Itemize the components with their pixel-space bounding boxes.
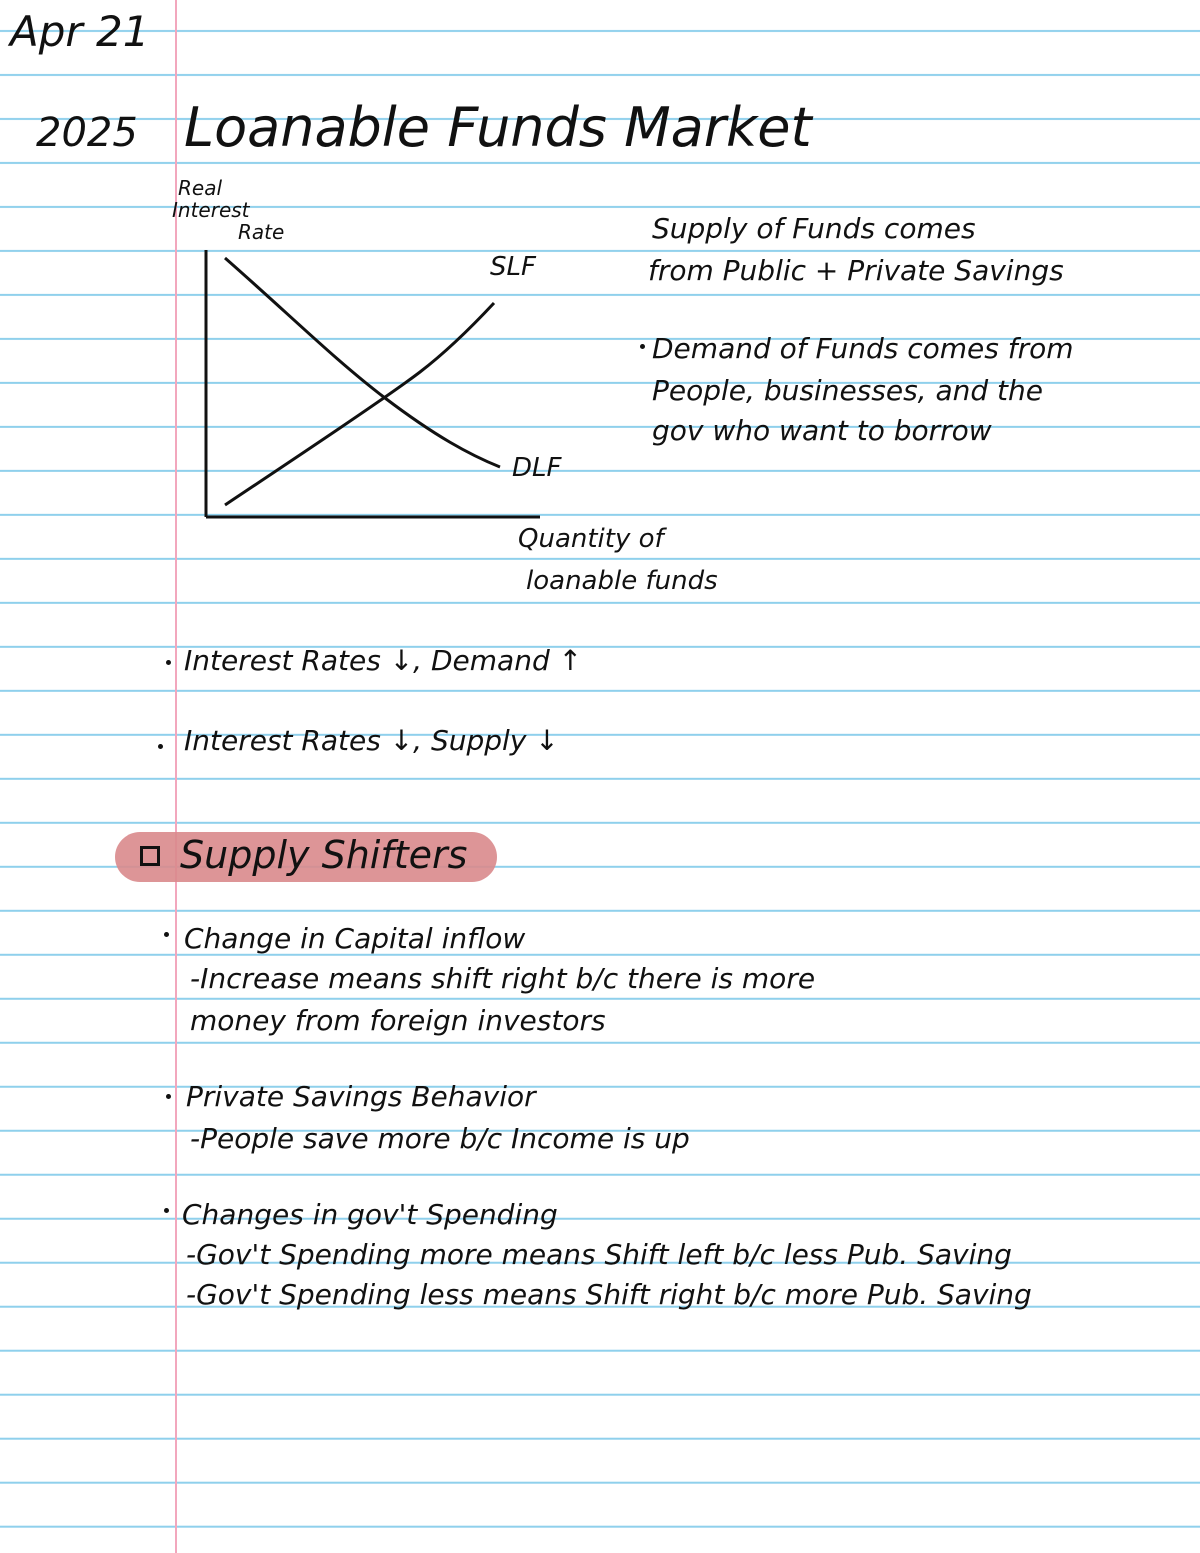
bullet-dot	[158, 744, 163, 749]
y-axis-label-real: Real	[178, 176, 223, 200]
demand-curve-label: DLF	[512, 453, 562, 483]
date-month-day: Apr 21	[10, 7, 150, 56]
demand-note-line1: Demand of Funds comes from	[652, 332, 1074, 365]
bullet-dot	[164, 1208, 169, 1213]
shifter-title-capital-inflow: Change in Capital inflow	[184, 922, 526, 955]
section-heading: Supply Shifters	[180, 833, 468, 877]
shifter-detail: -Gov't Spending more means Shift left b/c less Pub. Saving	[186, 1238, 1012, 1271]
demand-curve	[225, 258, 500, 467]
shifter-detail: money from foreign investors	[190, 1004, 606, 1037]
bullet-dot	[166, 660, 171, 665]
rate-bullet-supply: Interest Rates ↓, Supply ↓	[184, 724, 559, 757]
rate-bullet-demand: Interest Rates ↓, Demand ↑	[184, 644, 583, 677]
supply-curve-label: SLF	[490, 252, 536, 282]
demand-note-line2: People, businesses, and the	[652, 374, 1044, 407]
date-year: 2025	[36, 110, 138, 156]
shifter-title-private-savings: Private Savings Behavior	[186, 1080, 536, 1113]
shifter-title-govt-spending: Changes in gov't Spending	[182, 1198, 558, 1231]
supply-note-line1: Supply of Funds comes	[652, 212, 976, 245]
supply-curve	[225, 303, 494, 505]
shifter-detail: -Increase means shift right b/c there is more	[190, 962, 816, 995]
y-axis-label-interest: Interest	[172, 198, 250, 222]
checkbox-icon[interactable]	[140, 846, 160, 866]
bullet-dot	[166, 1094, 171, 1099]
page-title: Loanable Funds Market	[184, 96, 812, 159]
supply-note-line2: from Public + Private Savings	[648, 254, 1064, 287]
y-axis-label-rate: Rate	[238, 220, 285, 244]
bullet-dot	[640, 344, 645, 349]
x-axis-label-line1: Quantity of	[518, 524, 664, 554]
bullet-dot	[164, 932, 169, 937]
shifter-detail: -Gov't Spending less means Shift right b/c more Pub. Saving	[186, 1278, 1032, 1311]
demand-note-line3: gov who want to borrow	[652, 414, 992, 447]
shifter-detail: -People save more b/c Income is up	[190, 1122, 690, 1155]
x-axis-label-line2: loanable funds	[526, 566, 718, 596]
